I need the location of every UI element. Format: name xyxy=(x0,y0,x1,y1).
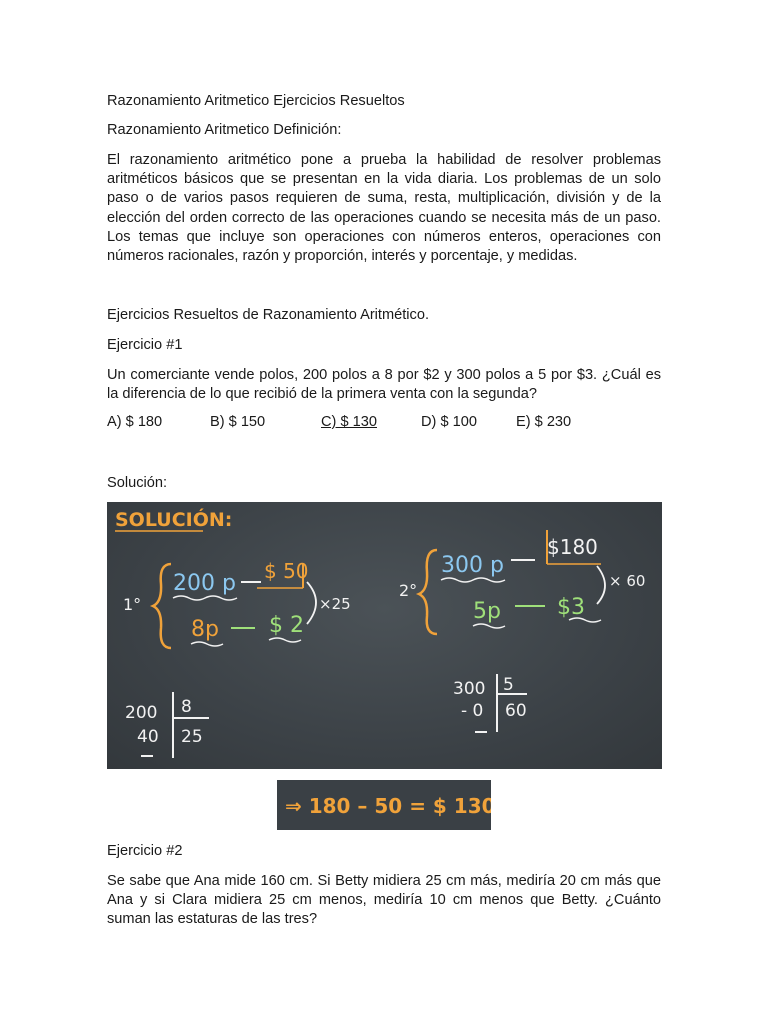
case2-top-right: $180 xyxy=(547,535,598,559)
exercise1-label: Ejercicio #1 xyxy=(107,337,183,353)
case1-top-right: $ 50 xyxy=(264,559,309,583)
section-heading: Ejercicios Resueltos de Razonamiento Aritmético. xyxy=(107,307,430,323)
exercise2-question: Se sabe que Ana mide 160 cm. Si Betty midiera 25 cm más, mediría 20 cm más que Ana y si Clara midiera 25 cm menos, mediría 10 cm menos que Betty. ¿Cuánto suman las estaturas de las tres? xyxy=(107,873,661,928)
case2-bottom-right: $3 xyxy=(557,595,585,620)
case1-factor: ×25 xyxy=(319,595,351,613)
chalk-heading: SOLUCIÓN: xyxy=(115,509,233,531)
case1-division-dividend: 200 xyxy=(125,703,158,723)
exercise1-question: Un comerciante vende polos, 200 polos a 8 por $2 y 300 polos a 5 por $3. ¿Cuál es la diferencia de lo que recibió de la primera venta con la segunda? xyxy=(107,367,661,403)
solution-label: Solución: xyxy=(107,475,168,491)
option-c-correct: C) $ 130 xyxy=(321,414,377,430)
case1-top-left: 200 p xyxy=(173,571,236,596)
case1-label: 1° xyxy=(123,595,142,614)
case2-bottom-left: 5p xyxy=(473,599,501,624)
case2-division-quotient: 60 xyxy=(505,701,527,721)
case1-division-quotient: 25 xyxy=(181,727,203,747)
definition-heading: Razonamiento Aritmetico Definición: xyxy=(107,122,342,138)
case2-division-remainder: - 0 xyxy=(461,701,484,721)
case1-bottom-left: 8p xyxy=(191,617,219,642)
exercise2-label: Ejercicio #2 xyxy=(107,843,183,859)
option-a: A) $ 180 xyxy=(107,414,163,430)
case2-top-left: 300 p xyxy=(441,553,504,578)
case2-factor: × 60 xyxy=(609,572,646,590)
chalkboard-result-image xyxy=(277,780,491,830)
case1-division-remainder: 40 xyxy=(137,727,159,747)
case2-label: 2° xyxy=(399,581,418,600)
result-equation: ⇒ 180 – 50 = $ 130,, xyxy=(285,794,491,818)
case2-division-divisor: 5 xyxy=(503,675,514,695)
document-title: Razonamiento Aritmetico Ejercicios Resueltos xyxy=(107,93,405,109)
option-e: E) $ 230 xyxy=(516,414,572,430)
case2-division-dividend: 300 xyxy=(453,679,486,699)
option-b: B) $ 150 xyxy=(210,414,266,430)
option-d: D) $ 100 xyxy=(421,414,477,430)
definition-paragraph: El razonamiento aritmético pone a prueba la habilidad de resolver problemas aritméticos básicos que se presentan en la vida diaria. Los problemas de un solo paso o de varios pasos requieren de suma, resta, multiplicación, división y de la elección del orden correcto de las operaciones cuando se necesita más de un paso. Los temas que incluye son operaciones con números enteros, operaciones con números racionales, razón y proporción, interés y porcentaje, y medidas. xyxy=(107,152,661,265)
chalkboard-solution-image xyxy=(107,502,662,769)
case1-division-divisor: 8 xyxy=(181,697,192,717)
case1-bottom-right: $ 2 xyxy=(269,613,304,638)
